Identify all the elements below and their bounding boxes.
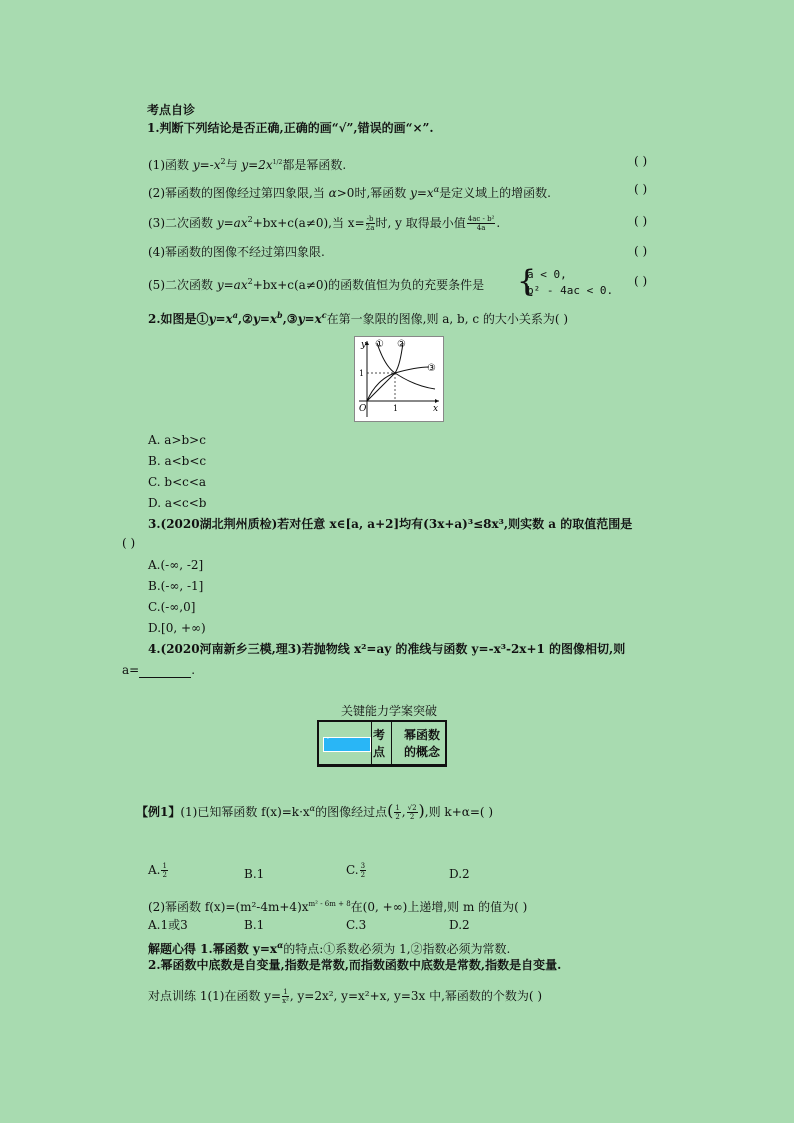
- answer-paren-1: ( ): [634, 154, 648, 168]
- example-1-part-2: (2)幂函数 $f(x)=(m^2-4m+4)x^{m^2 - 6m + 8}$在(0, +∞)上递增,则 m 的值为( ): [148, 900, 528, 914]
- highlight-cell: ·: [323, 737, 371, 752]
- curve-3: [367, 367, 429, 401]
- y-label: y: [361, 340, 367, 350]
- q3-option-d: D.[0, +∞): [148, 621, 206, 635]
- q1-stem: 1.判断下列结论是否正确,正确的画“√”,错误的画“×”.: [147, 121, 434, 135]
- ex1-option-b: B.1: [244, 867, 265, 881]
- ex1-2-option-d: D.2: [449, 918, 470, 932]
- curve-2-label: ②: [397, 339, 406, 350]
- section-title: 考点自诊: [147, 103, 196, 117]
- ex1-option-c: C. $\frac{3}{2}$: [346, 862, 366, 879]
- q3-option-c: C.(-∞,0]: [148, 600, 196, 614]
- ex1-option-d: D.2: [449, 867, 470, 881]
- x-one-label: 1: [393, 404, 399, 413]
- topic-label: 考点: [373, 728, 386, 759]
- power-function-graph: [354, 336, 444, 422]
- q3-option-a: A.(-∞, -2]: [148, 558, 204, 572]
- table-divider-1: [371, 722, 372, 764]
- answer-paren-3: ( ): [634, 214, 648, 228]
- q2-option-c: C. b<c<a: [148, 475, 207, 489]
- q1-item-4: (4)幂函数的图像不经过第四象限.: [148, 245, 325, 259]
- q2-stem: 2.如图是$①y=x^a,②y=x^b,③y=x^c$在第一象限的图像,则 a, b, c 的大小关系为( ): [148, 310, 569, 326]
- ex1-2-option-b: B.1: [244, 918, 265, 932]
- q3-option-b: B.(-∞, -1]: [148, 579, 204, 593]
- answer-paren-2: ( ): [634, 182, 648, 196]
- answer-paren-4: ( ): [634, 244, 648, 258]
- q4-answer: a= .: [122, 663, 196, 677]
- q2-option-b: B. a<b<c: [148, 454, 207, 468]
- ex1-2-option-a: A.1或3: [148, 918, 188, 932]
- answer-blank[interactable]: [139, 666, 191, 678]
- topic-table: [317, 720, 447, 766]
- y-one-label: 1: [359, 369, 365, 378]
- cond-2: b² - 4ac < 0.: [527, 284, 614, 297]
- cond-1: a < 0,: [527, 268, 567, 281]
- example-1: 【例1】(1)已知幂函数 $f(x)=k\cdot x^\alpha$的图像经过点( $\frac{1}{2}$ , $\frac{√2}{2}$ ),则 k+α=( ): [136, 801, 494, 821]
- q1-item-5: (5)二次函数 $y=ax^2+bx+c(a\ne 0)$的函数值恒为负的充要条件是: [148, 277, 485, 292]
- table-divider-2: [391, 722, 392, 764]
- ex1-option-a: A. $\frac{1}{2}$: [148, 862, 167, 879]
- origin-label: O: [359, 404, 367, 414]
- curve-1-label: ①: [375, 339, 384, 350]
- q1-item-1: (1)函数 $y=-x^2$与 $y=2x^{1/2}$都是幂函数.: [148, 157, 347, 172]
- curve-3-label: ③: [427, 363, 436, 374]
- q3-stem-paren: ( ): [122, 536, 136, 550]
- q1-item-3: (3)二次函数 $y=ax^2+bx+c(a\ne 0)$,当 x= $\frac{-b}{2a}$ 时, y 取得最小值 $\frac{\text{4ac - b²}}{4a}$ .: [148, 215, 501, 232]
- topic-name: 幂函数的概念: [403, 728, 440, 759]
- section2-title: 关键能力学案突破: [341, 704, 438, 718]
- q2-option-a: A. a>b>c: [148, 433, 206, 447]
- graph-svg: [355, 337, 443, 421]
- q1-item-2: (2)幂函数的图像经过第四象限,当 α>0时,幂函数 $y=x^\alpha$是定义域上的增函数.: [148, 185, 551, 200]
- table-rule: [317, 766, 447, 767]
- tips-line-2: 2.幂函数中底数是自变量,指数是常数,而指数函数中底数是常数,指数是自变量.: [148, 958, 562, 972]
- x-label: x: [433, 404, 439, 414]
- answer-paren-5: ( ): [634, 274, 648, 288]
- q2-option-d: D. a<c<b: [148, 496, 207, 510]
- tips-line-1: 解题心得 1.幂函数 $y=x^\alpha$的特点:①系数必须为 1,②指数必须为常数.: [148, 940, 511, 956]
- brace-icon: {: [517, 264, 537, 299]
- ex1-2-option-c: C.3: [346, 918, 367, 932]
- x-arrow-icon: [435, 399, 439, 403]
- q3-stem: 3.(2020湖北荆州质检)若对任意 x∈[a, a+2]均有(3x+a)³≤8x³,则实数 a 的取值范围是: [148, 517, 633, 531]
- q4-stem: 4.(2020河南新乡三模,理3)若抛物线 x²=ay 的准线与函数 y=-x³-2x+1 的图像相切,则: [148, 642, 626, 656]
- training-1: 对点训练 1(1)在函数 y= $\frac{1}{\text{x²}}$ , y=2x², y=x²+x, y=3x 中,幂函数的个数为( ): [148, 988, 543, 1005]
